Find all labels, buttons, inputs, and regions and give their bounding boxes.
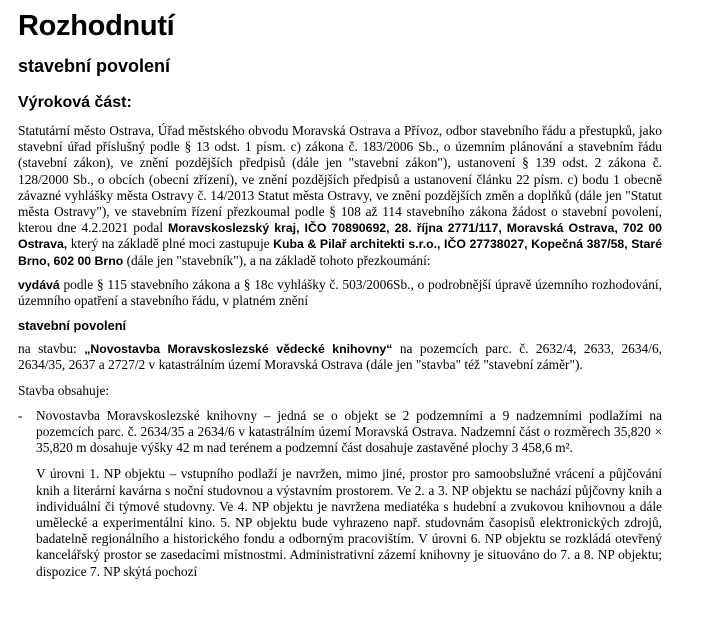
building-paragraph [18, 341, 662, 373]
document-subtitle: stavební povolení [18, 56, 171, 76]
building-name: „Novostavba Moravskoslezské vědecké knihovny“ [84, 342, 393, 357]
issues-text: podle § 115 stavebního zákona a § 18c vyhlášky č. 503/2006Sb., o podrobnější úpravě územního rozhodování, územního opatření a stavebního řádu, v platném znění [18, 276, 662, 309]
applicant-details: Moravskoslezský kraj, IČO 70890692, 28. října 2771/117, Moravská Ostrava, 702 00 Ostrava, [18, 221, 662, 252]
permit-heading: stavební povolení [18, 318, 127, 334]
main-paragraph-text: Statutární město Ostrava, Úřad městského obvodu Moravská Ostrava a Přívoz, odbor stavebního řádu a přestupků, jako stavební úřad příslušný podle § 13 odst. 1 písm. c) zákona č. 183/2006 Sb., o územním plánování a stavebním řádu (stavební zákon), ve znění pozdějších předpisů (dále jen "stavební zákon"), ustanovení § 139 odst. 2 zákona č. 128/2000 Sb., o obcích (obecní zřízení), ve znění pozdějších předpisů a ustanovení článku 22 písm. c) bodu 1 obecně závazné vyhlášky města Ostravy č. 14/2013 Statut města Ostravy, ve znění pozdějších změn a doplňků (dále jen "Statut města Ostravy"), ve stavebním řízení přezkoumal podle § 108 až 114 stavebního zákona žádost o stavební povolení, kterou dne 4.2.2021 podal [18, 123, 662, 236]
document-title: Rozhodnutí [18, 10, 175, 42]
representative-details: Kuba & Pilař architekti s.r.o., IČO 27738027, Kopečná 387/58, Staré Brno, 602 00 Brno [18, 237, 662, 268]
building-text: na pozemcích parc. č. 2632/4, 2633, 2634/6, 2634/35, 2637 a 2727/2 v katastrálním území Moravská Ostrava (dále jen "stavba" též "stavební záměr"). [18, 341, 663, 373]
list-item-text-2: V úrovni 1. NP objektu – vstupního podlaží je navržen, mimo jiné, prostor pro samoobslužné vrácení a půjčování knih a literární kavárna s noční studovnou a výstavním prostorem. Ve 2. a 3. NP objektu se nachází půjčovny knih a individuální či týmové studovny. Ve 4. NP objektu je navržena mediatéka s hudební a zvukovou knihovnou a dále umělecké a experimentální kino. 5. NP objektu bude vyhrazeno např. studovnám časopisů elektronických zdrojů, badatelně regionálního a historického fondu a odborným pracovištím. V úrovni 6. NP objektu se rozkládá otevřený kancelářský prostor se zasedacími místnostmi. Administrativní zázemí knihovny je situováno do 7. a 8. NP objektu; dispozice 7. NP skýtá pochozí [36, 466, 662, 579]
list-dash: - [18, 407, 23, 423]
document-page [18, 0, 662, 580]
list-item [18, 408, 662, 580]
building-prefix: na stavbu: [18, 341, 85, 357]
main-paragraph-text-2: který na základě plné moci zastupuje [67, 236, 274, 252]
main-paragraph-text-3: (dále jen "stavebník"), a na základě tohoto přezkoumání: [123, 252, 431, 268]
issues-keyword: vydává [18, 277, 60, 292]
issues-paragraph [18, 277, 662, 309]
contains-label: Stavba obsahuje: [18, 382, 110, 398]
list-item-text: Novostavba Moravskoslezské knihovny – jedná se o objekt se 2 podzemními a 9 nadzemními podlažími na pozemcích parc. č. 2634/35 a 2634/6 v katastrálním území Moravská Ostrava. Nadzemní část o rozměrech 35,820 × 35,820 m dosahuje výšky 42 m nad terénem a podzemní část dosahuje zastavěné plochy 3 458,6 m². [36, 407, 662, 456]
main-paragraph [18, 123, 662, 269]
section-heading: Výroková část: [18, 94, 132, 111]
